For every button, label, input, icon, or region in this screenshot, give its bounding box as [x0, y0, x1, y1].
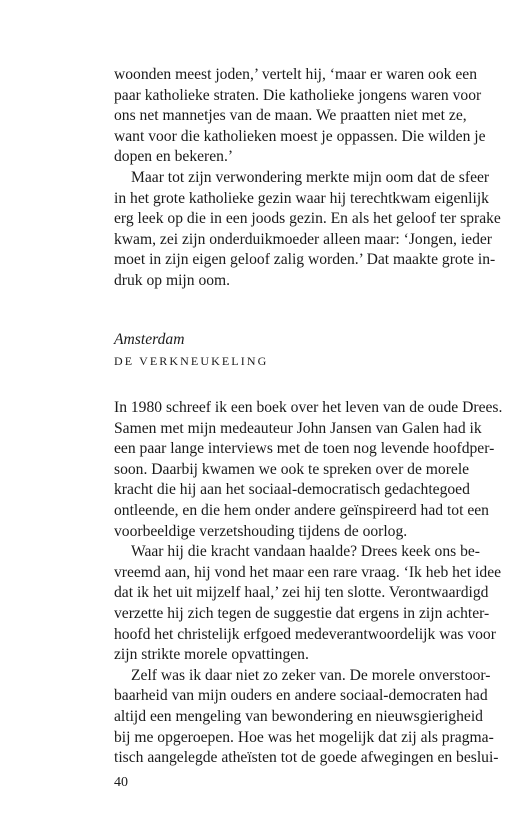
text-line: kracht die hij aan het sociaal-democratisch gedachtegoed: [114, 481, 470, 499]
text-line: een paar lange interviews met de toen nog levende hoofdper-: [114, 440, 495, 458]
text-line: tisch aangelegde atheïsten tot de goede afwegingen en beslui-: [114, 749, 499, 767]
text-line: ons net mannetjes van de maan. We praatten niet met ze,: [114, 107, 467, 125]
text-line: In 1980 schreef ik een boek over het leven van de oude Drees.: [114, 399, 503, 416]
text-block-bottom: [114, 398, 503, 769]
text-line: woonden meest joden,’ vertelt hij, ‘maar er waren ook een: [114, 66, 477, 83]
text-line: ontleende, en die hem onder andere geïnspireerd had tot een: [114, 501, 489, 519]
text-line: want voor die katholieken moest je oppassen. Die wilden je: [114, 127, 486, 145]
text-line: vreemd aan, hij vond het maar een rare vraag. ‘Ik heb het idee: [114, 563, 502, 581]
text-line: dopen en bekeren.’: [114, 148, 234, 166]
text-line: Waar hij die kracht vandaan haalde? Drees keek ons be-: [131, 543, 481, 561]
text-line: Samen met mijn medeauteur John Jansen van Galen had ik: [114, 419, 482, 437]
text-line: baarheid van mijn ouders en andere sociaal-democraten had: [114, 687, 488, 705]
text-line: zijn strikte morele opvattingen.: [114, 646, 309, 664]
text-line: druk op mijn oom.: [114, 271, 231, 289]
text-line: voorbeeldige verzetshouding tijdens de oorlog.: [114, 522, 408, 540]
text-line: soon. Daarbij kwamen we ook te spreken over de morele: [114, 460, 470, 478]
text-line: in het grote katholieke gezin waar hij terechtkwam eigenlijk: [114, 189, 489, 207]
text-line: Maar tot zijn verwondering merkte mijn oom dat de sfeer: [131, 168, 490, 186]
text-line: hoofd het christelijk erfgoed medeverantwoordelijk was voor: [114, 625, 496, 643]
text-line: verzette hij zich tegen de suggestie dat ergens in zijn achter-: [114, 604, 490, 622]
section-place: Amsterdam: [114, 331, 185, 348]
text-line: paar katholieke straten. Die katholieke jongens waren voor: [114, 86, 482, 104]
text-block-top: [114, 65, 501, 292]
text-line: erg leek op die in een joods gezin. En als het geloof ter sprake: [114, 210, 501, 228]
text-line: dat ik het uit mijzelf haal,’ zei hij ten slotte. Verontwaardigd: [114, 584, 489, 602]
text-line: bij me opgeroepen. Hoe was het mogelijk dat zij als pragma-: [114, 728, 494, 746]
page-number: 40: [114, 775, 128, 790]
text-line: kwam, zei zijn onderduikmoeder alleen maar: ‘Jongen, ieder: [114, 230, 492, 248]
text-line: moet in zijn eigen geloof zalig worden.’ Dat maakte grote in-: [114, 251, 496, 269]
text-line: Zelf was ik daar niet zo zeker van. De morele onverstoor-: [131, 666, 491, 684]
section-title: DE VERKNEUKELING: [114, 354, 269, 368]
text-line: altijd een mengeling van bewondering en nieuwsgierigheid: [114, 707, 483, 725]
